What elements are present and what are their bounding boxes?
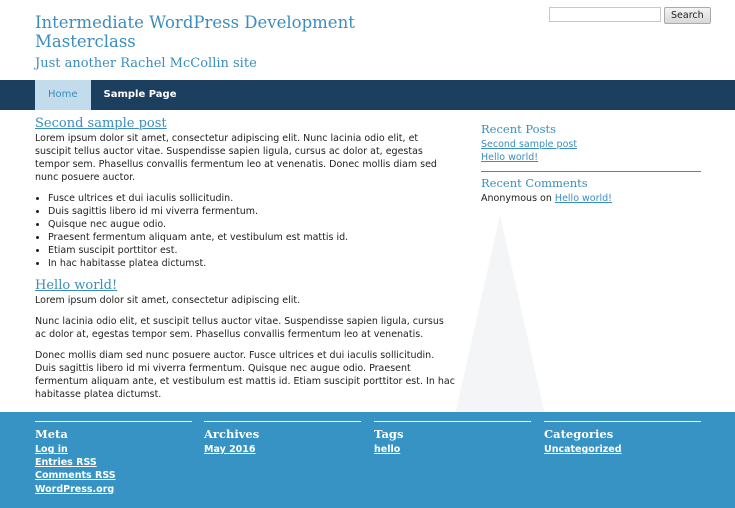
list-item: • Etiam suscipit porttitor est.: [48, 244, 455, 257]
list-item: • Quisque nec augue odio.: [48, 218, 455, 231]
post-paragraph: Lorem ipsum dolor sit amet, consectetur adipiscing elit. Nunc lacinia odio elit, et suscipit tellus auctor vitae. Suspendisse sapien ligula, cursus ac dolor at, egestas tempor sem. Phasellus convallis fermentum leo at venenatis. Donec mollis diam sed nunc posuere auctor.: [35, 133, 437, 183]
search-form: [549, 7, 711, 24]
footer-categories-list: [544, 443, 701, 456]
footer-link-category[interactable]: Uncategorized: [544, 444, 622, 455]
list-item: • Duis sagittis libero id mi viverra fermentum.: [48, 205, 455, 218]
main-content: [35, 116, 455, 409]
comment-author: Anonymous: [481, 193, 538, 204]
footer-widget-title: Categories: [544, 427, 614, 441]
sidebar: [481, 122, 701, 212]
recent-post-link[interactable]: Hello world!: [481, 152, 539, 163]
nav-item-home[interactable]: Home: [35, 80, 91, 110]
footer-widget-title: Meta: [35, 427, 68, 441]
widget-recent-comments: [481, 176, 701, 212]
footer-link-entries-rss[interactable]: Entries RSS: [35, 457, 97, 469]
widget-title: Recent Posts: [481, 122, 557, 136]
comment-connector: on: [540, 193, 552, 204]
footer-link-archive[interactable]: May 2016: [204, 444, 256, 455]
search-input[interactable]: [549, 7, 661, 22]
footer-archives-list: [204, 443, 361, 456]
site-title[interactable]: Intermediate WordPress Development Masterclass: [35, 13, 355, 51]
footer-widget-tags: [374, 421, 531, 456]
footer-widget-meta: [35, 421, 192, 496]
comment-post-link[interactable]: Hello world!: [554, 193, 612, 204]
search-button[interactable]: Search: [664, 7, 711, 24]
list-item: • Fusce ultrices et dui iaculis sollicitudin.: [48, 192, 455, 205]
post-paragraph: Lorem ipsum dolor sit amet, consectetur adipiscing elit.: [35, 295, 301, 306]
nav-item-sample-page[interactable]: Sample Page: [103, 89, 177, 100]
post-paragraph: Donec mollis diam sed nunc posuere auctor. Fusce ultrices et dui iaculis sollicitudin. Duis sagittis libero id mi viverra fermentum. Quisque nec augue odio. Praesent fermentum aliquam ante, et vestibulum est mattis id. Etiam suscipit porttitor est. In hac habitasse platea dictumst.: [35, 350, 455, 400]
footer-link-log-in[interactable]: Log in: [35, 444, 68, 455]
post-second-sample: [35, 116, 455, 270]
recent-posts-list: [481, 138, 701, 164]
widget-title: Recent Comments: [481, 176, 588, 190]
footer-widget-title: Archives: [204, 427, 260, 441]
list-item: • Praesent fermentum aliquam ante, et vestibulum est mattis id.: [48, 231, 455, 244]
list-item: • In hac habitasse platea dictumst.: [48, 257, 455, 270]
post-list: [35, 192, 455, 270]
post-title-link[interactable]: Second sample post: [35, 116, 167, 131]
post-paragraph: Nunc lacinia odio elit, et suscipit tellus auctor vitae. Suspendisse sapien ligula, cursus ac dolor at, egestas tempor sem. Phasellus convallis fermentum leo at venenatis.: [35, 316, 444, 340]
site-footer: [0, 412, 735, 508]
recent-post-link[interactable]: Second sample post: [481, 139, 578, 150]
main-navigation: [0, 80, 735, 110]
footer-link-comments-rss[interactable]: Comments RSS: [35, 470, 116, 482]
footer-tags-list: [374, 443, 531, 456]
footer-widget-categories: [544, 421, 701, 456]
post-title-link[interactable]: Hello world!: [35, 278, 118, 293]
site-description: Just another Rachel McCollin site: [35, 56, 257, 71]
widget-recent-posts: [481, 122, 701, 172]
footer-meta-list: [35, 443, 192, 496]
footer-link-tag[interactable]: hello: [374, 444, 401, 455]
recent-comment: [481, 192, 701, 205]
background-watermark: [455, 215, 545, 415]
footer-widget-title: Tags: [374, 427, 404, 441]
footer-widget-archives: [204, 421, 361, 456]
footer-link-wordpress-org[interactable]: WordPress.org: [35, 483, 115, 495]
post-hello-world: [35, 278, 455, 401]
